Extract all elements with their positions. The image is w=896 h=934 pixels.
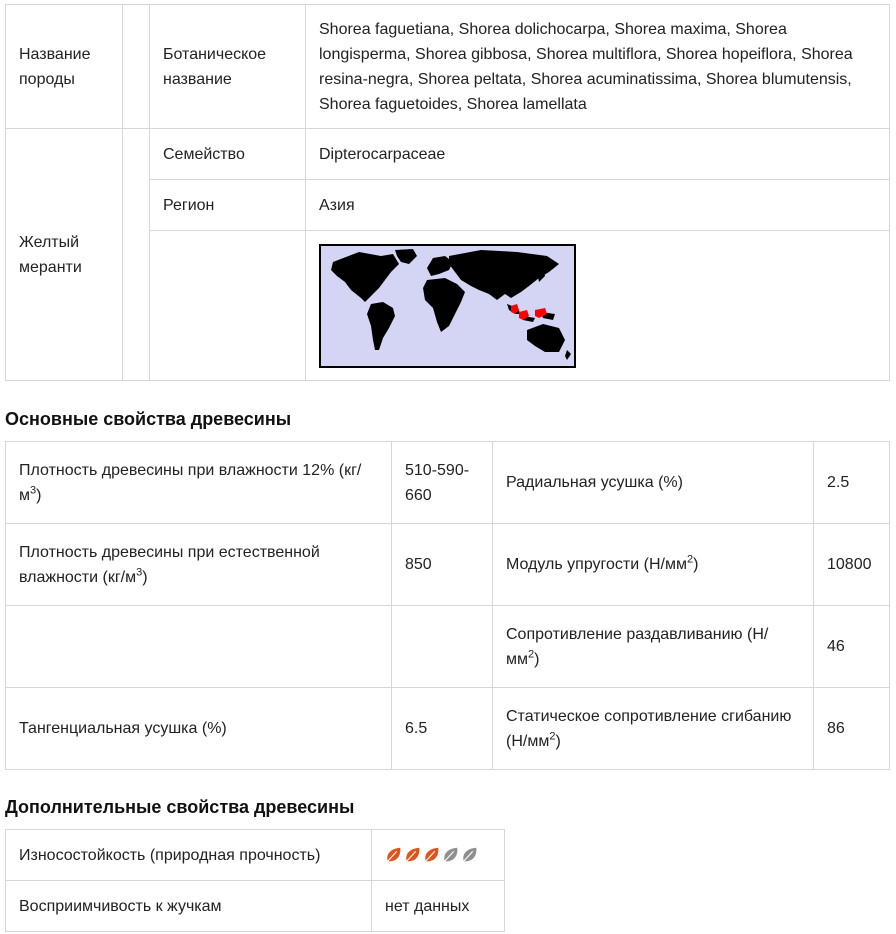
property-label: Модуль упругости $(Н/мм^2)$ — [493, 524, 814, 606]
property-label: Плотность древесины при естественной влажности $(кг/м^3)$ — [6, 524, 392, 606]
property-value: 510-590-660 — [392, 442, 493, 524]
main-properties-table — [5, 441, 890, 770]
botanical-value: Shorea faguetiana, Shorea dolichocarpa, Shorea maxima, Shorea longisperma, Shorea gibbosa, Shorea multiflora, Shorea hopeiflora, Shorea resina-negra, Shorea peltata, Shorea acuminatissima, Shorea blumutensis, Shorea faguetoides, Shorea lamellata — [306, 5, 890, 129]
extra-properties-table — [5, 829, 505, 932]
property-value: 10800 — [814, 524, 890, 606]
main-properties-heading: Основные свойства древесины — [5, 409, 292, 429]
property-label: Тангенциальная усушка (%) — [6, 688, 392, 770]
table-row — [6, 830, 505, 881]
property-value: 850 — [392, 524, 493, 606]
extra-properties-heading: Дополнительные свойства древесины — [5, 797, 355, 817]
leaf-icon — [442, 846, 460, 864]
leaf-icon — [385, 846, 403, 864]
table-row — [6, 524, 890, 606]
region-label: Регион — [150, 180, 306, 231]
table-row — [6, 881, 505, 932]
common-name: Желтый меранти — [6, 129, 123, 381]
species-table — [5, 4, 890, 381]
property-label: Радиальная усушка (%) — [493, 442, 814, 524]
species-row-label: Название породы — [6, 5, 123, 129]
property-label: Плотность древесины при влажности 12% $(кг/м^3)$ — [6, 442, 392, 524]
botanical-label: Ботаническое название — [150, 5, 306, 129]
property-value — [392, 606, 493, 688]
property-label: Сопротивление раздавливанию $(Н/мм^2)$ — [493, 606, 814, 688]
property-label: Статическое сопротивление сгибанию $(Н/мм^2)$ — [493, 688, 814, 770]
leaf-icon — [461, 846, 479, 864]
family-label: Семейство — [150, 129, 306, 180]
durability-leaves — [385, 847, 480, 864]
property-value: 46 — [814, 606, 890, 688]
leaf-icon — [404, 846, 422, 864]
world-map-icon — [319, 244, 576, 368]
leaf-icon — [423, 846, 441, 864]
region-value: Азия — [306, 180, 890, 231]
spacer-cell — [123, 5, 150, 129]
durability-label: Износостойкость (природная прочность) — [6, 830, 372, 881]
beetle-value: нет данных — [372, 881, 505, 932]
table-row — [6, 442, 890, 524]
table-row — [6, 688, 890, 770]
durability-rating — [372, 830, 505, 881]
map-label-cell — [150, 231, 306, 381]
beetle-label: Восприимчивость к жучкам — [6, 881, 372, 932]
spacer-cell — [123, 129, 150, 381]
map-cell — [306, 231, 890, 381]
property-value: 2.5 — [814, 442, 890, 524]
property-value: 86 — [814, 688, 890, 770]
family-value: Dipterocarpaceae — [306, 129, 890, 180]
property-value: 6.5 — [392, 688, 493, 770]
property-label — [6, 606, 392, 688]
table-row — [6, 606, 890, 688]
